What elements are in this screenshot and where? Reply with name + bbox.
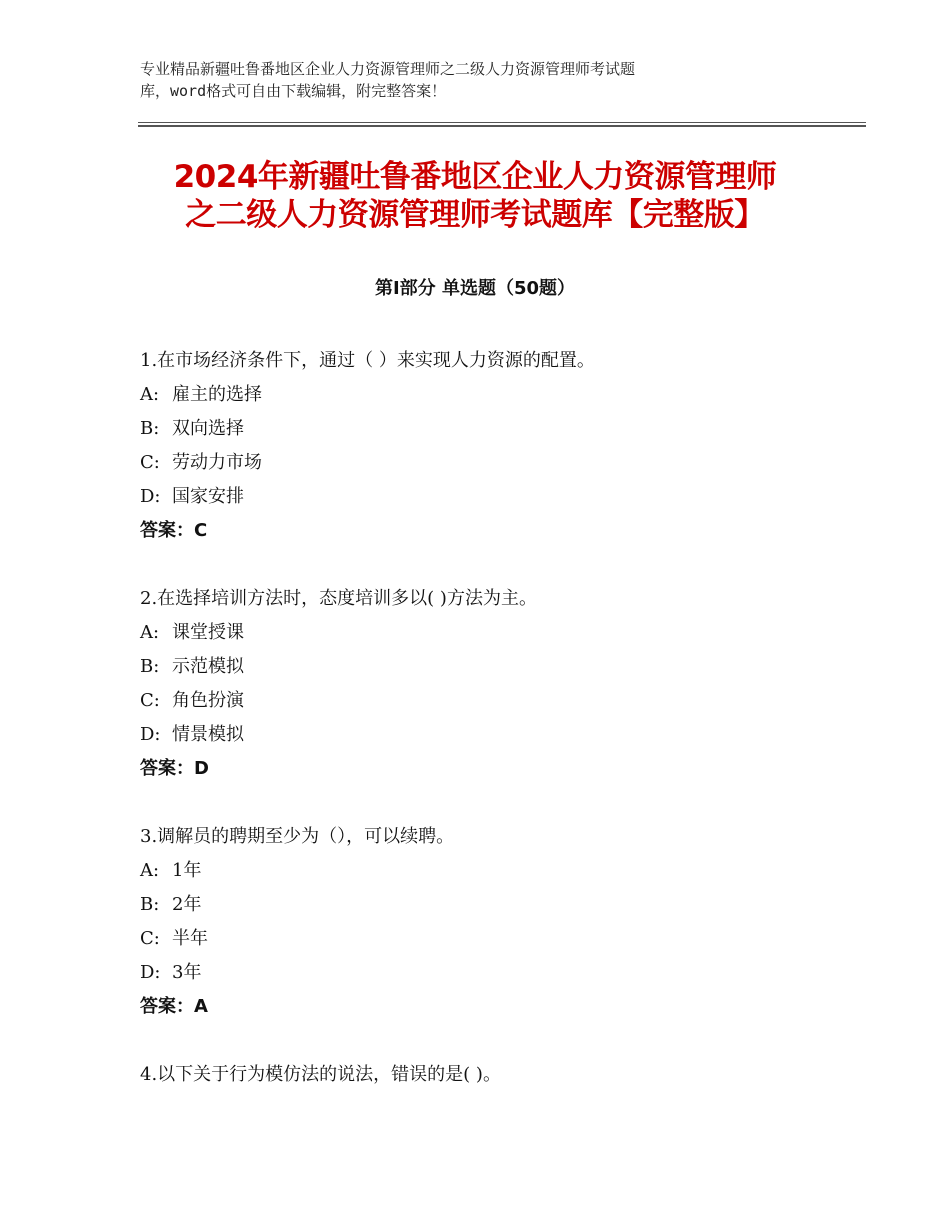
option-letter: A: xyxy=(140,622,160,643)
option-text: 半年 xyxy=(172,928,208,949)
option-letter: D: xyxy=(140,486,161,507)
option-d xyxy=(140,480,860,514)
option-text: 情景模拟 xyxy=(172,724,244,745)
option-letter: D: xyxy=(140,962,161,983)
header-note xyxy=(140,58,780,102)
question-4 xyxy=(140,1058,860,1092)
answer: 答案：D xyxy=(140,758,209,779)
option-text: 示范模拟 xyxy=(172,656,244,677)
option-text: 劳动力市场 xyxy=(172,452,262,473)
option-b xyxy=(140,412,860,446)
option-text: 2年 xyxy=(172,894,202,915)
option-b xyxy=(140,888,860,922)
option-letter: C: xyxy=(140,928,160,949)
section-title: 第Ⅰ部分 单选题（50题） xyxy=(374,278,575,299)
option-text: 角色扮演 xyxy=(172,690,244,711)
header-note-line-2: 库，word格式可自由下载编辑，附完整答案！ xyxy=(140,82,447,100)
option-c xyxy=(140,446,860,480)
option-text: 雇主的选择 xyxy=(172,384,262,405)
question-stem: 4.以下关于行为模仿法的说法，错误的是( )。 xyxy=(140,1064,501,1085)
option-a xyxy=(140,854,860,888)
question-list xyxy=(140,344,860,1126)
question-2 xyxy=(140,582,860,786)
header-divider-thin xyxy=(138,122,866,123)
header-note-line-1: 专业精品新疆吐鲁番地区企业人力资源管理师之二级人力资源管理师考试题 xyxy=(140,60,636,78)
question-3 xyxy=(140,820,860,1024)
option-a xyxy=(140,378,860,412)
document-title xyxy=(100,158,850,234)
question-1 xyxy=(140,344,860,548)
question-stem: 1.在市场经济条件下，通过（ ）来实现人力资源的配置。 xyxy=(140,350,595,371)
option-letter: C: xyxy=(140,690,160,711)
option-b xyxy=(140,650,860,684)
question-stem: 3.调解员的聘期至少为（），可以续聘。 xyxy=(140,826,455,847)
header-divider-thick xyxy=(138,125,866,127)
option-letter: B: xyxy=(140,894,160,915)
option-text: 国家安排 xyxy=(172,486,244,507)
option-letter: B: xyxy=(140,656,160,677)
option-letter: C: xyxy=(140,452,160,473)
answer: 答案：C xyxy=(140,520,208,541)
option-text: 1年 xyxy=(172,860,202,881)
option-d xyxy=(140,956,860,990)
option-letter: B: xyxy=(140,418,160,439)
option-letter: A: xyxy=(140,860,160,881)
document-title-line-1: 2024年新疆吐鲁番地区企业人力资源管理师 xyxy=(173,159,777,195)
option-text: 3年 xyxy=(172,962,202,983)
option-text: 双向选择 xyxy=(172,418,244,439)
option-letter: D: xyxy=(140,724,161,745)
option-text: 课堂授课 xyxy=(172,622,244,643)
option-c xyxy=(140,922,860,956)
option-letter: A: xyxy=(140,384,160,405)
answer: 答案：A xyxy=(140,996,208,1017)
option-d xyxy=(140,718,860,752)
document-title-line-2: 之二级人力资源管理师考试题库【完整版】 xyxy=(185,197,765,233)
option-a xyxy=(140,616,860,650)
option-c xyxy=(140,684,860,718)
question-stem: 2.在选择培训方法时，态度培训多以( )方法为主。 xyxy=(140,588,537,609)
